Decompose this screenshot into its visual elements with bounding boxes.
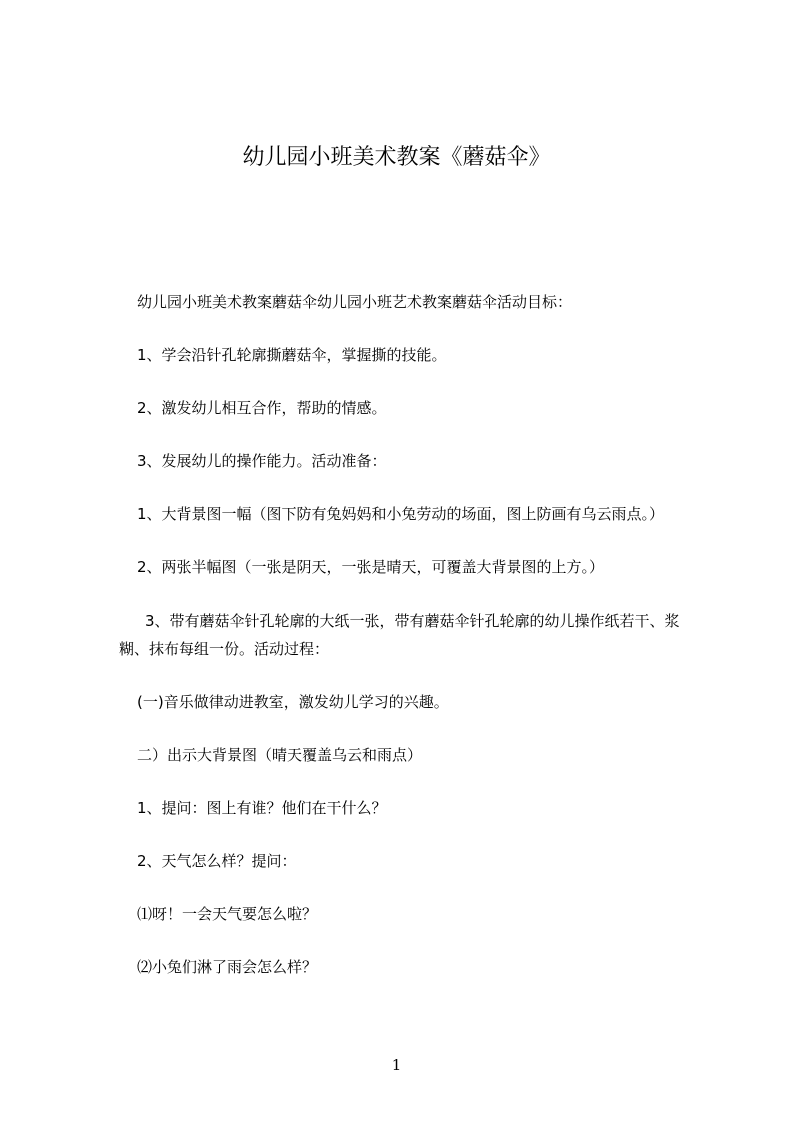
paragraph-prep-3-line-2: 糊、抹布每组一份。活动过程： [119, 640, 330, 658]
paragraph-goal-1: 1、学会沿针孔轮廓撕蘑菇伞，掌握撕的技能。 [137, 346, 447, 364]
paragraph-intro: 幼儿园小班美术教案蘑菇伞幼儿园小班艺术教案蘑菇伞活动目标： [137, 293, 573, 311]
paragraph-goal-3: 3、发展幼儿的操作能力。活动准备： [137, 452, 387, 470]
paragraph-question-1: 1、提问：图上有谁？他们在干什么？ [137, 799, 387, 817]
paragraph-subquestion-1: ⑴呀！一会天气要怎么啦？ [137, 905, 318, 923]
paragraph-prep-3-line-1: 3、带有蘑菇伞针孔轮廓的大纸一张，带有蘑菇伞针孔轮廓的幼儿操作纸若干、浆 [145, 612, 680, 630]
paragraph-prep-2: 2、两张半幅图（一张是阴天，一张是晴天，可覆盖大背景图的上方。） [137, 558, 605, 576]
paragraph-goal-2: 2、激发幼儿相互合作，帮助的情感。 [137, 399, 387, 417]
paragraph-process-2: 二）出示大背景图（晴天覆盖乌云和雨点） [137, 746, 423, 764]
page-number: 1 [391, 1056, 402, 1074]
paragraph-process-1: (一)音乐做律动进教室，激发幼儿学习的兴趣。 [137, 693, 449, 711]
paragraph-prep-1: 1、大背景图一幅（图下防有兔妈妈和小兔劳动的场面，图上防画有乌云雨点。） [137, 505, 665, 523]
document-title: 幼儿园小班美术教案《蘑菇伞》 [242, 145, 551, 170]
paragraph-subquestion-2: ⑵小兔们淋了雨会怎么样？ [137, 958, 318, 976]
paragraph-question-2: 2、天气怎么样？提问： [137, 852, 297, 870]
